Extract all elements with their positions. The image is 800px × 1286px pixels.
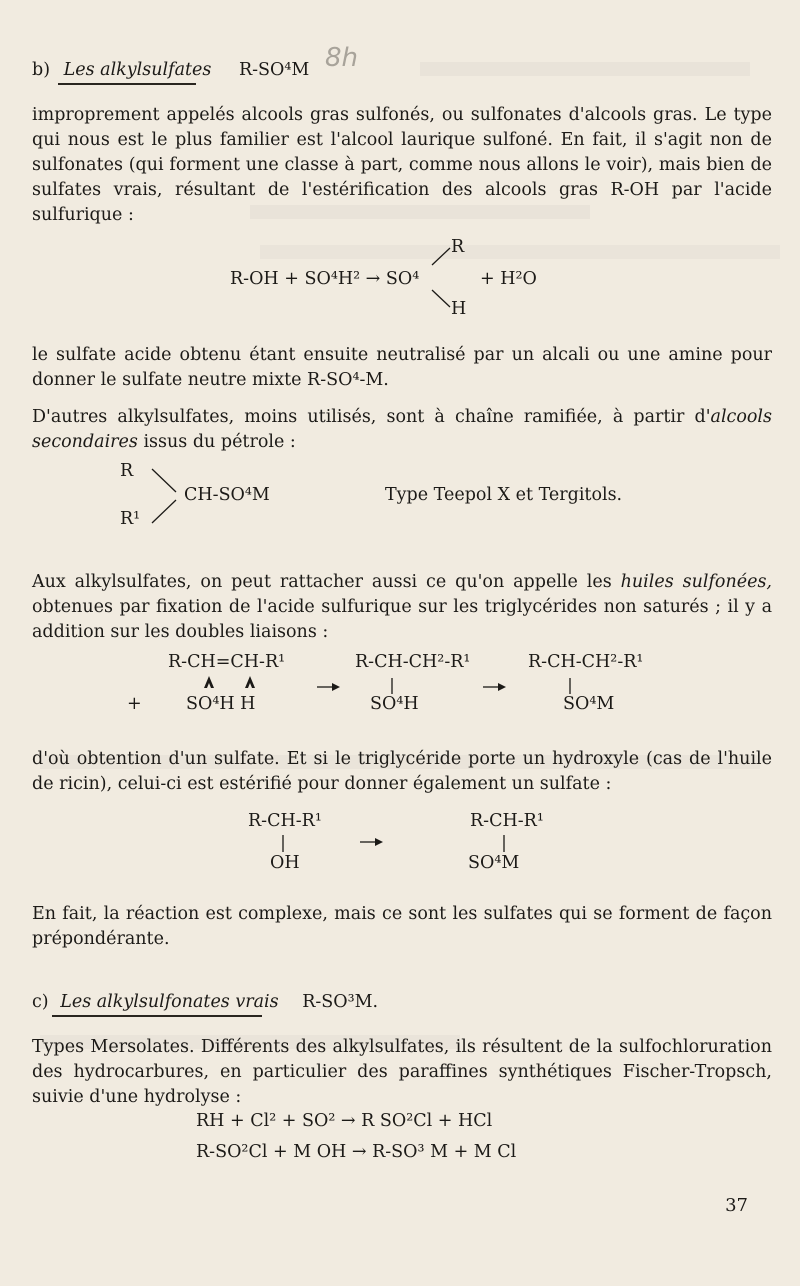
eq2-bond-top <box>152 469 176 492</box>
eq3-top-3: R-CH-CH²-R¹ <box>528 652 644 672</box>
eq1-lhs: R-OH + SO⁴H² → SO⁴ <box>230 269 420 289</box>
eq3-plus: + <box>127 694 142 714</box>
paragraph-neutralisation: le sulfate acide obtenu étant ensuite neutralisé par un alcali ou une amine pour donner le sulfate neutre mixte R-SO⁴-M. <box>32 345 772 390</box>
eq4-right-top: R-CH-R¹ <box>470 811 544 831</box>
eq2-bond-bottom <box>152 500 176 523</box>
eq1-branch-bottom: H <box>451 299 467 319</box>
eq3-addition-caret-1 <box>204 676 214 688</box>
eq2-center: CH-SO⁴M <box>184 485 270 505</box>
paragraph-mersolates: Types Mersolates. Différents des alkylsulfates, ils résultent de la sulfochloruration des hydrocarbures, en particulier des paraffines synthétiques Fischer-Tropsch, suivie d'une hydrolyse : <box>32 1037 772 1107</box>
eq1-bond-up <box>432 248 450 265</box>
eq5-line-2: R-SO²Cl + M OH → R-SO³ M + M Cl <box>196 1142 517 1162</box>
section-c-title: Les alkylsulfonates vrais <box>60 992 279 1012</box>
section-b-label: b) <box>32 60 51 80</box>
paragraph-ricin-oil: d'où obtention d'un sulfate. Et si le triglycéride porte un hydroxyle (cas de l'huile de ricin), celui-ci est estérifié pour donner également un sulfate : <box>32 749 772 794</box>
para4-text-a: Aux alkylsulfates, on peut rattacher aussi ce qu'on appelle les <box>32 572 621 592</box>
eq1-branch-top: R <box>451 237 465 257</box>
eq2-r-top: R <box>120 461 134 481</box>
eq3-arrowhead-2 <box>498 683 506 691</box>
eq3-top-2: R-CH-CH²-R¹ <box>355 652 471 672</box>
section-c-label: c) <box>32 992 49 1012</box>
eq3-addition-caret-2 <box>245 676 255 688</box>
section-c-formula: R-SO³M. <box>302 992 379 1012</box>
para3-text-a: D'autres alkylsulfates, moins utilisés, sont à chaîne ramifiée, à partir d' <box>32 407 711 427</box>
eq4-arrowhead <box>375 838 383 846</box>
eq1-rhs: + H²O <box>480 269 537 289</box>
eq4-left-bottom: OH <box>270 853 300 873</box>
eq3-bot-2: SO⁴H <box>370 694 419 714</box>
eq4-left-top: R-CH-R¹ <box>248 811 322 831</box>
para4-text-b: obtenues par fixation de l'acide sulfurique sur les triglycérides non saturés ; il y a addition sur les doubles liaisons : <box>32 597 772 642</box>
para3-text-b: issus du pétrole : <box>137 432 296 452</box>
para4-italic: huiles sulfonées, <box>620 572 772 592</box>
eq3-arrowhead-1 <box>332 683 340 691</box>
section-b-title: Les alkylsulfates <box>63 60 212 80</box>
paragraph-conclusion: En fait, la réaction est complexe, mais ce sont les sulfates qui se forment de façon prépondérante. <box>32 904 772 949</box>
section-b-formula: R-SO⁴M <box>238 60 310 80</box>
para3-italic: alcools secondaires <box>32 407 772 452</box>
eq4-right-bottom: SO⁴M <box>468 853 520 873</box>
page-number: 37 <box>725 1195 748 1216</box>
eq3-bot-1: SO⁴H H <box>186 694 256 714</box>
eq3-top-1: R-CH=CH-R¹ <box>168 652 286 672</box>
eq3-bot-3: SO⁴M <box>563 694 615 714</box>
paragraph-alkylsulfates-intro: improprement appelés alcools gras sulfonés, ou sulfonates d'alcools gras. Le type qui nous est le plus familier est l'alcool laurique sulfoné. En fait, il s'agit non de sulfonates (qui forment une classe à part, comme nous allons le voir), mais bien de sulfates vrais, résultant de l'estérification des alcools gras R-OH par l'acide sulfurique : <box>32 105 772 225</box>
eq5-line-1: RH + Cl² + SO² → R SO²Cl + HCl <box>196 1111 493 1131</box>
eq2-r-bottom: R¹ <box>120 509 141 529</box>
handwritten-note: 8h <box>325 43 359 73</box>
eq2-type-text: Type Teepol X et Tergitols. <box>385 485 623 505</box>
eq1-bond-down <box>432 290 450 307</box>
